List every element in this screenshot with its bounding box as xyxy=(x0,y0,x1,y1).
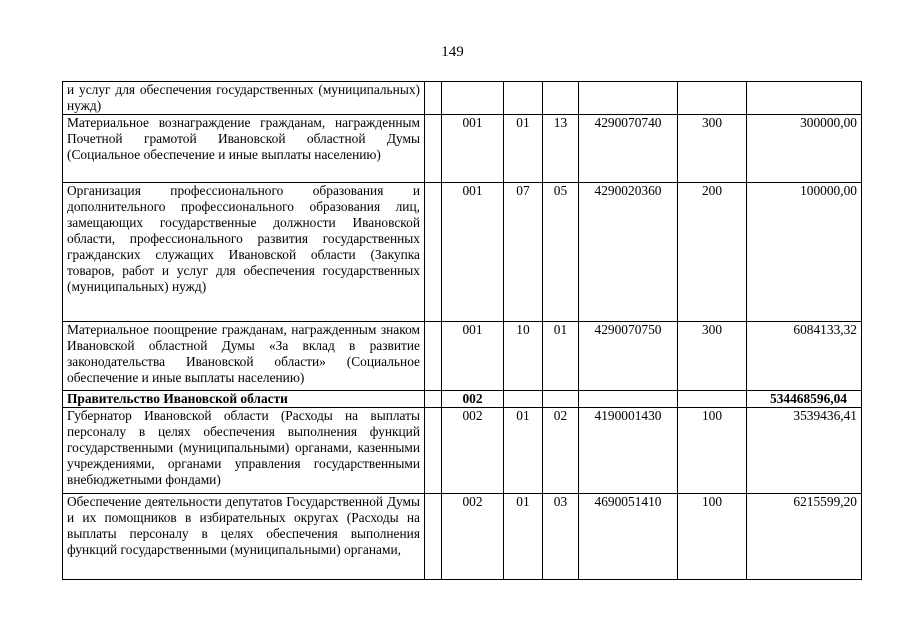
subsection-code: 01 xyxy=(543,322,579,391)
amount: 3539436,41 xyxy=(747,408,862,494)
section-code: 01 xyxy=(504,408,543,494)
section-code: 07 xyxy=(504,183,543,322)
amount: 6215599,20 xyxy=(747,494,862,580)
ministry-code: 002 xyxy=(442,391,504,408)
row-description: Обеспечение деятельности депутатов Государственной Думы и их помощников в избирательных округах (Расходы на выплаты персоналу в целях обеспечения выполнения функций государственными (муниципальными) органами, xyxy=(63,494,425,580)
row-description: Материальное поощрение гражданам, награжденным знаком Ивановской областной Думы «За вклад в развитие законодательства Ивановской области» (Социальное обеспечение и иные выплаты населению) xyxy=(63,322,425,391)
row-description: Организация профессионального образования и дополнительного профессионального образования лиц, замещающих государственные должности Ивановской области, профессионального развития государственных гражданских служащих Ивановской области (Закупка товаров, работ и услуг для обеспечения государственных (муниципальных) нужд) xyxy=(63,183,425,322)
target-article-code: 4190001430 xyxy=(579,408,678,494)
spacer-cell xyxy=(425,183,442,322)
table-row xyxy=(63,183,862,322)
target-article-code: 4290070750 xyxy=(579,322,678,391)
expense-type-code xyxy=(678,82,747,115)
row-description: и услуг для обеспечения государственных (муниципальных) нужд) xyxy=(63,82,425,115)
expense-type-code: 100 xyxy=(678,408,747,494)
expense-type-code xyxy=(678,391,747,408)
subsection-code: 13 xyxy=(543,115,579,183)
budget-table xyxy=(62,81,862,580)
target-article-code: 4690051410 xyxy=(579,494,678,580)
table-row xyxy=(63,391,862,408)
section-code: 10 xyxy=(504,322,543,391)
row-description: Губернатор Ивановской области (Расходы на выплаты персоналу в целях обеспечения выполнения функций государственными (муниципальными) органами, казенными учреждениями, органами управления государственными внебюджетными фондами) xyxy=(63,408,425,494)
target-article-code: 4290020360 xyxy=(579,183,678,322)
spacer-cell xyxy=(425,82,442,115)
subsection-code xyxy=(543,82,579,115)
ministry-code: 002 xyxy=(442,494,504,580)
amount: 300000,00 xyxy=(747,115,862,183)
spacer-cell xyxy=(425,494,442,580)
target-article-code xyxy=(579,391,678,408)
spacer-cell xyxy=(425,115,442,183)
expense-type-code: 300 xyxy=(678,115,747,183)
ministry-code: 002 xyxy=(442,408,504,494)
row-description: Материальное вознаграждение гражданам, награжденным Почетной грамотой Ивановской областной Думы (Социальное обеспечение и иные выплаты населению) xyxy=(63,115,425,183)
subsection-code: 03 xyxy=(543,494,579,580)
target-article-code: 4290070740 xyxy=(579,115,678,183)
ministry-code: 001 xyxy=(442,183,504,322)
expense-type-code: 200 xyxy=(678,183,747,322)
amount: 100000,00 xyxy=(747,183,862,322)
target-article-code xyxy=(579,82,678,115)
section-code: 01 xyxy=(504,494,543,580)
subsection-code xyxy=(543,391,579,408)
row-description: Правительство Ивановской области xyxy=(63,391,425,408)
spacer-cell xyxy=(425,391,442,408)
page-number: 149 xyxy=(441,44,464,60)
section-code xyxy=(504,391,543,408)
table-row xyxy=(63,408,862,494)
amount: 6084133,32 xyxy=(747,322,862,391)
section-code xyxy=(504,82,543,115)
table-row xyxy=(63,494,862,580)
spacer-cell xyxy=(425,408,442,494)
subsection-code: 05 xyxy=(543,183,579,322)
amount xyxy=(747,82,862,115)
table-row xyxy=(63,82,862,115)
ministry-code: 001 xyxy=(442,115,504,183)
expense-type-code: 300 xyxy=(678,322,747,391)
subsection-code: 02 xyxy=(543,408,579,494)
expense-type-code: 100 xyxy=(678,494,747,580)
table-row xyxy=(63,322,862,391)
table-row xyxy=(63,115,862,183)
section-code: 01 xyxy=(504,115,543,183)
ministry-code xyxy=(442,82,504,115)
spacer-cell xyxy=(425,322,442,391)
amount: 534468596,04 xyxy=(747,391,862,408)
ministry-code: 001 xyxy=(442,322,504,391)
